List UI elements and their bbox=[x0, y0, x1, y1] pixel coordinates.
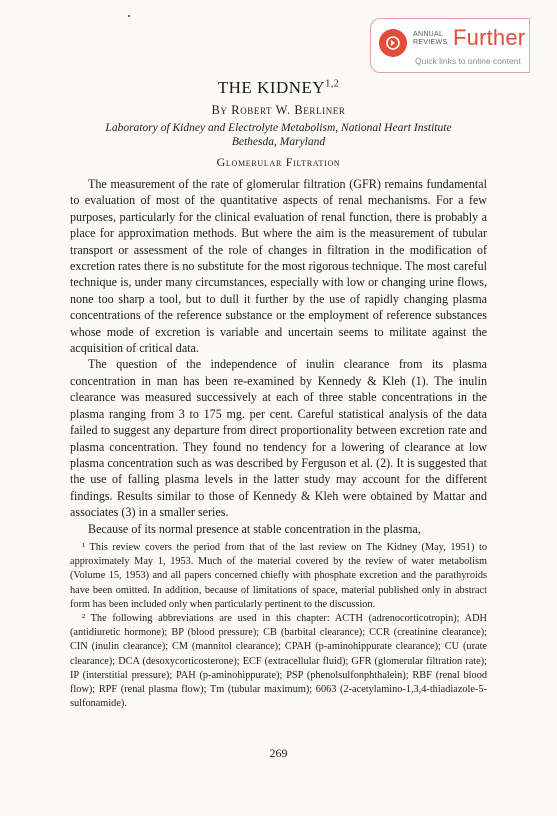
badge-publisher bbox=[413, 31, 447, 47]
paragraph: The measurement of the rate of glomerular filtration (GFR) remains fundamental to evaluation of most of the quantitative aspects of renal mechanisms. For a few purposes, particularly for the clinical evaluation of renal function, there is probably a place for approximation methods. But where the aim is the measurement of tubular transport or assessment of the role of changes in filtration in the modification of excretion rates there is no substitute for the most rigorous technique. The most careful technique is, under many circumstances, especially with low or changing urine flows, none too sharp a tool, but to dull it further by the use of rapidly changing plasma concentrations of the reference substance or the employment of reference substances whose mode of excretion is variable and uncertain seems to militate against the acquisition of critical data. bbox=[70, 177, 487, 356]
footnote-1: ¹ This review covers the period from that of the last review on The Kidney (May, 1951) to approximately May 1, 1953. Much of the material covered by the review of water metabolism (Volume 15, 1953) and all papers concerned chiefly with phosphate excretion and the parathyroids have been omitted. In addition, because of limitations of space, material published only in abstract form has been included only when particularly pertinent to the discussion. bbox=[70, 542, 487, 610]
badge-reviews: REVIEWS bbox=[413, 39, 448, 46]
badge-annual: ANNUAL bbox=[413, 31, 444, 38]
speck bbox=[128, 15, 130, 17]
body-text bbox=[70, 176, 487, 537]
article-title-text: THE KIDNEY bbox=[217, 78, 326, 97]
badge-tagline: Quick links to online content bbox=[415, 56, 521, 66]
page-number: 269 bbox=[269, 746, 288, 760]
affiliation-line-1: Laboratory of Kidney and Electrolyte Metabolism, National Heart Institute bbox=[105, 122, 452, 134]
further-logo-icon bbox=[379, 29, 407, 57]
author-line: By Robert W. Berliner bbox=[211, 103, 346, 117]
affiliation bbox=[0, 121, 557, 149]
section-heading: Glomerular Filtration bbox=[216, 155, 341, 169]
paragraph: The question of the independence of inulin clearance from its plasma concentration in man has been re-examined by Kennedy & Kleh (1). The inulin clearance was measured successively at each of three stable concentrations in the plasma ranging from 3 to 175 mg. per cent. Careful statistical analysis of the data failed to suggest any departure from direct proportionality between excretion rate and plasma concentration. They found no tendency for a lowering of clearance at low plasma concentration such as was described by Ferguson et al. (2). It is suggested that the use of falling plasma levels in the latter study may account for the different findings. Results similar to those of Kennedy & Kleh were obtained by Mattar and associates (3) in a smaller series. bbox=[70, 357, 487, 520]
title-footnote-marks: 1,2 bbox=[325, 78, 340, 90]
paragraph: Because of its normal presence at stable concentration in the plasma, bbox=[88, 521, 421, 536]
badge-further-text: Further bbox=[453, 25, 526, 50]
affiliation-line-2: Bethesda, Maryland bbox=[231, 136, 326, 148]
annual-reviews-further-badge[interactable] bbox=[370, 18, 530, 73]
footnotes bbox=[70, 541, 487, 711]
footnote-2: ² The following abbreviations are used in this chapter: ACTH (adrenocorticotropin); ADH (antidiuretic hormone); BP (blood pressure); CB (barbital clearance); CCR (creatinine clearance); CIN (inulin clearance); CM (mannitol clearance); CPAH (p-aminohippurate clearance); CU (urate clearance); DCA (desoxycorticosterone); ECF (extracellular fluid); GFR (glomerular filtration rate); IP (interstitial pressure); PAH (p-aminohippurate); PSP (phenolsulfonphthalein); RBF (renal blood flow); RPF (renal plasma flow); Tm (tubular maximum); 6063 (2-acetylamino-1,3,4-thiadiazole-5-sulfonamide). bbox=[70, 613, 487, 710]
article-title bbox=[0, 78, 557, 98]
